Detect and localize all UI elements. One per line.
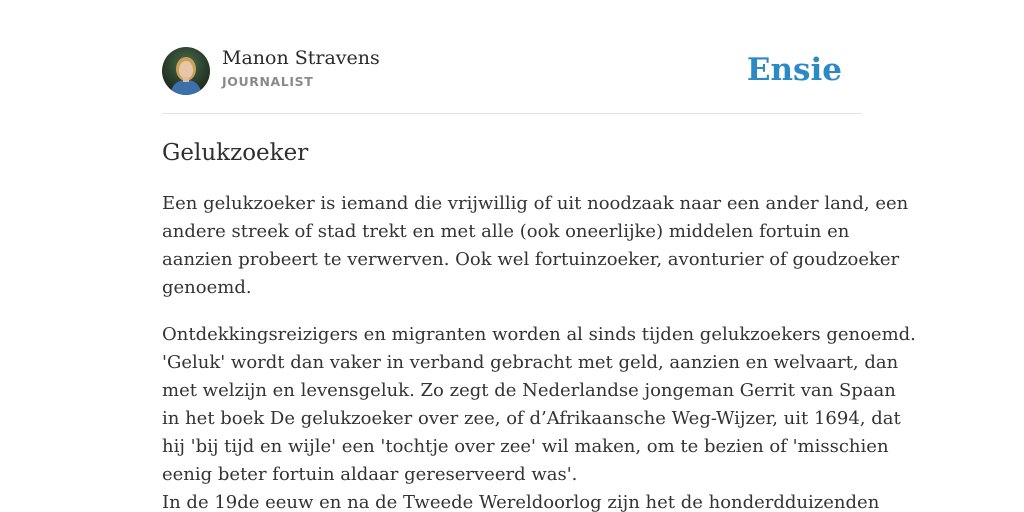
author-role: JOURNALIST xyxy=(222,74,314,89)
article-header xyxy=(162,47,862,95)
paragraph-line: aanzien probeert te verwerven. Ook wel fortuinzoeker, avonturier of goudzoeker xyxy=(162,249,900,270)
avatar[interactable] xyxy=(162,47,210,95)
article-content xyxy=(162,138,916,512)
paragraph-line: andere streek of stad trekt en met alle (ook oneerlijke) middelen fortuin en xyxy=(162,221,850,242)
author-name[interactable]: Manon Stravens xyxy=(222,47,380,69)
paragraph-line: Ontdekkingsreizigers en migranten worden al sinds tijden gelukzoekers genoemd. xyxy=(162,324,916,345)
article-title: Gelukzoeker xyxy=(162,140,309,166)
paragraph-line: genoemd. xyxy=(162,277,252,298)
paragraph-line: hij 'bij tijd en wijle' een 'tochtje over zee' wil maken, om te bezien of 'misschien xyxy=(162,436,889,457)
article-paragraph-2 xyxy=(162,321,916,512)
paragraph-line: eenig beter fortuin aldaar gereserveerd was'. xyxy=(162,464,578,485)
paragraph-line: In de 19de eeuw en na de Tweede Wereldoorlog zijn het de honderdduizenden xyxy=(162,492,880,512)
article-paragraph-1 xyxy=(162,190,909,302)
paragraph-line: in het boek De gelukzoeker over zee, of d’Afrikaansche Weg-Wijzer, uit 1694, dat xyxy=(162,408,901,429)
paragraph-line: met welzijn en levensgeluk. Zo zegt de Nederlandse jongeman Gerrit van Spaan xyxy=(162,380,896,401)
paragraph-line: Een gelukzoeker is iemand die vrijwillig of uit noodzaak naar een ander land, een xyxy=(162,193,909,214)
paragraph-line: 'Geluk' wordt dan vaker in verband gebracht met geld, aanzien en welvaart, dan xyxy=(162,352,899,373)
brand-logo[interactable]: Ensie xyxy=(746,52,842,88)
header-divider xyxy=(162,113,862,114)
avatar-photo xyxy=(162,47,210,95)
